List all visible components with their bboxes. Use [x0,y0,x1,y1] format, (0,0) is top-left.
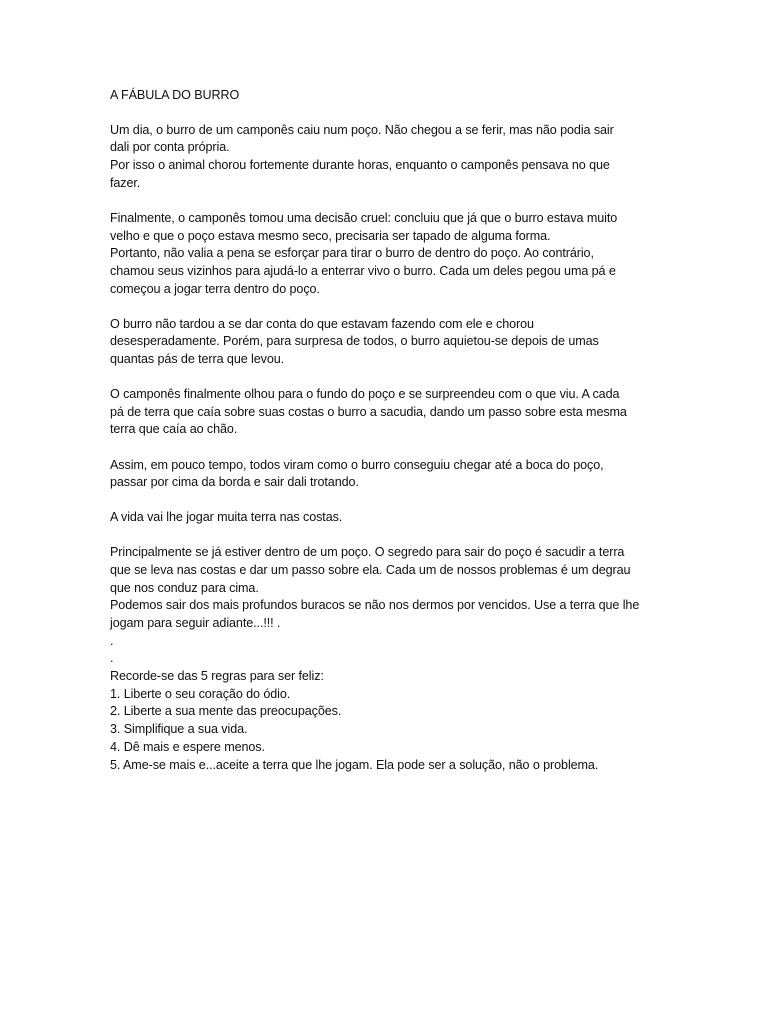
list-item: 3. Simplifique a sua vida. [110,722,248,736]
text-line: pá de terra que caía sobre suas costas o burro a sacudia, dando um passo sobre esta mesma [110,405,627,419]
text-line: . [110,651,114,665]
text-line: começou a jogar terra dentro do poço. [110,282,320,296]
text-line: Finalmente, o camponês tomou uma decisão cruel: concluiu que já que o burro estava muito [110,211,618,225]
text-line: terra que caía ao chão. [110,422,238,436]
text-line: Portanto, não valia a pena se esforçar para tirar o burro de dentro do poço. Ao contrário, [110,246,594,260]
text-line: Principalmente se já estiver dentro de um poço. O segredo para sair do poço é sacudir a terra [110,545,625,559]
text-line: que se leva nas costas e dar um passo sobre ela. Cada um de nossos problemas é um degrau [110,563,631,577]
text-line: Podemos sair dos mais profundos buracos se não nos dermos por vencidos. Use a terra que lhe [110,598,640,612]
text-line: jogam para seguir adiante...!!! . [110,616,281,630]
text-line: O camponês finalmente olhou para o fundo do poço e se surpreendeu com o que viu. A cada [110,387,620,401]
text-line: A vida vai lhe jogar muita terra nas costas. [110,510,343,524]
text-line: O burro não tardou a se dar conta do que estavam fazendo com ele e chorou [110,317,534,331]
text-line: Assim, em pouco tempo, todos viram como o burro conseguiu chegar até a boca do poço, [110,458,604,472]
list-item: 1. Liberte o seu coração do ódio. [110,687,291,701]
list-item: 2. Liberte a sua mente das preocupações. [110,704,342,718]
text-line: quantas pás de terra que levou. [110,352,285,366]
text-line: Por isso o animal chorou fortemente durante horas, enquanto o camponês pensava no que [110,158,610,172]
text-line: que nos conduz para cima. [110,581,259,595]
text-line: velho e que o poço estava mesmo seco, precisaria ser tapado de alguma forma. [110,229,551,243]
rules-heading: Recorde-se das 5 regras para ser feliz: [110,669,324,683]
list-item: 4. Dê mais e espere menos. [110,740,265,754]
text-line: chamou seus vizinhos para ajudá-lo a enterrar vivo o burro. Cada um deles pegou uma pá e [110,264,616,278]
text-line: fazer. [110,176,141,190]
text-line: Um dia, o burro de um camponês caiu num poço. Não chegou a se ferir, mas não podia sair [110,123,614,137]
text-line: desesperadamente. Porém, para surpresa de todos, o burro aquietou-se depois de umas [110,334,599,348]
text-line: dali por conta própria. [110,140,230,154]
document-title: A FÁBULA DO BURRO [110,88,240,102]
text-line: . [110,634,114,648]
text-line: passar por cima da borda e sair dali trotando. [110,475,359,489]
list-item: 5. Ame-se mais e...aceite a terra que lhe jogam. Ela pode ser a solução, não o problema. [110,758,599,772]
